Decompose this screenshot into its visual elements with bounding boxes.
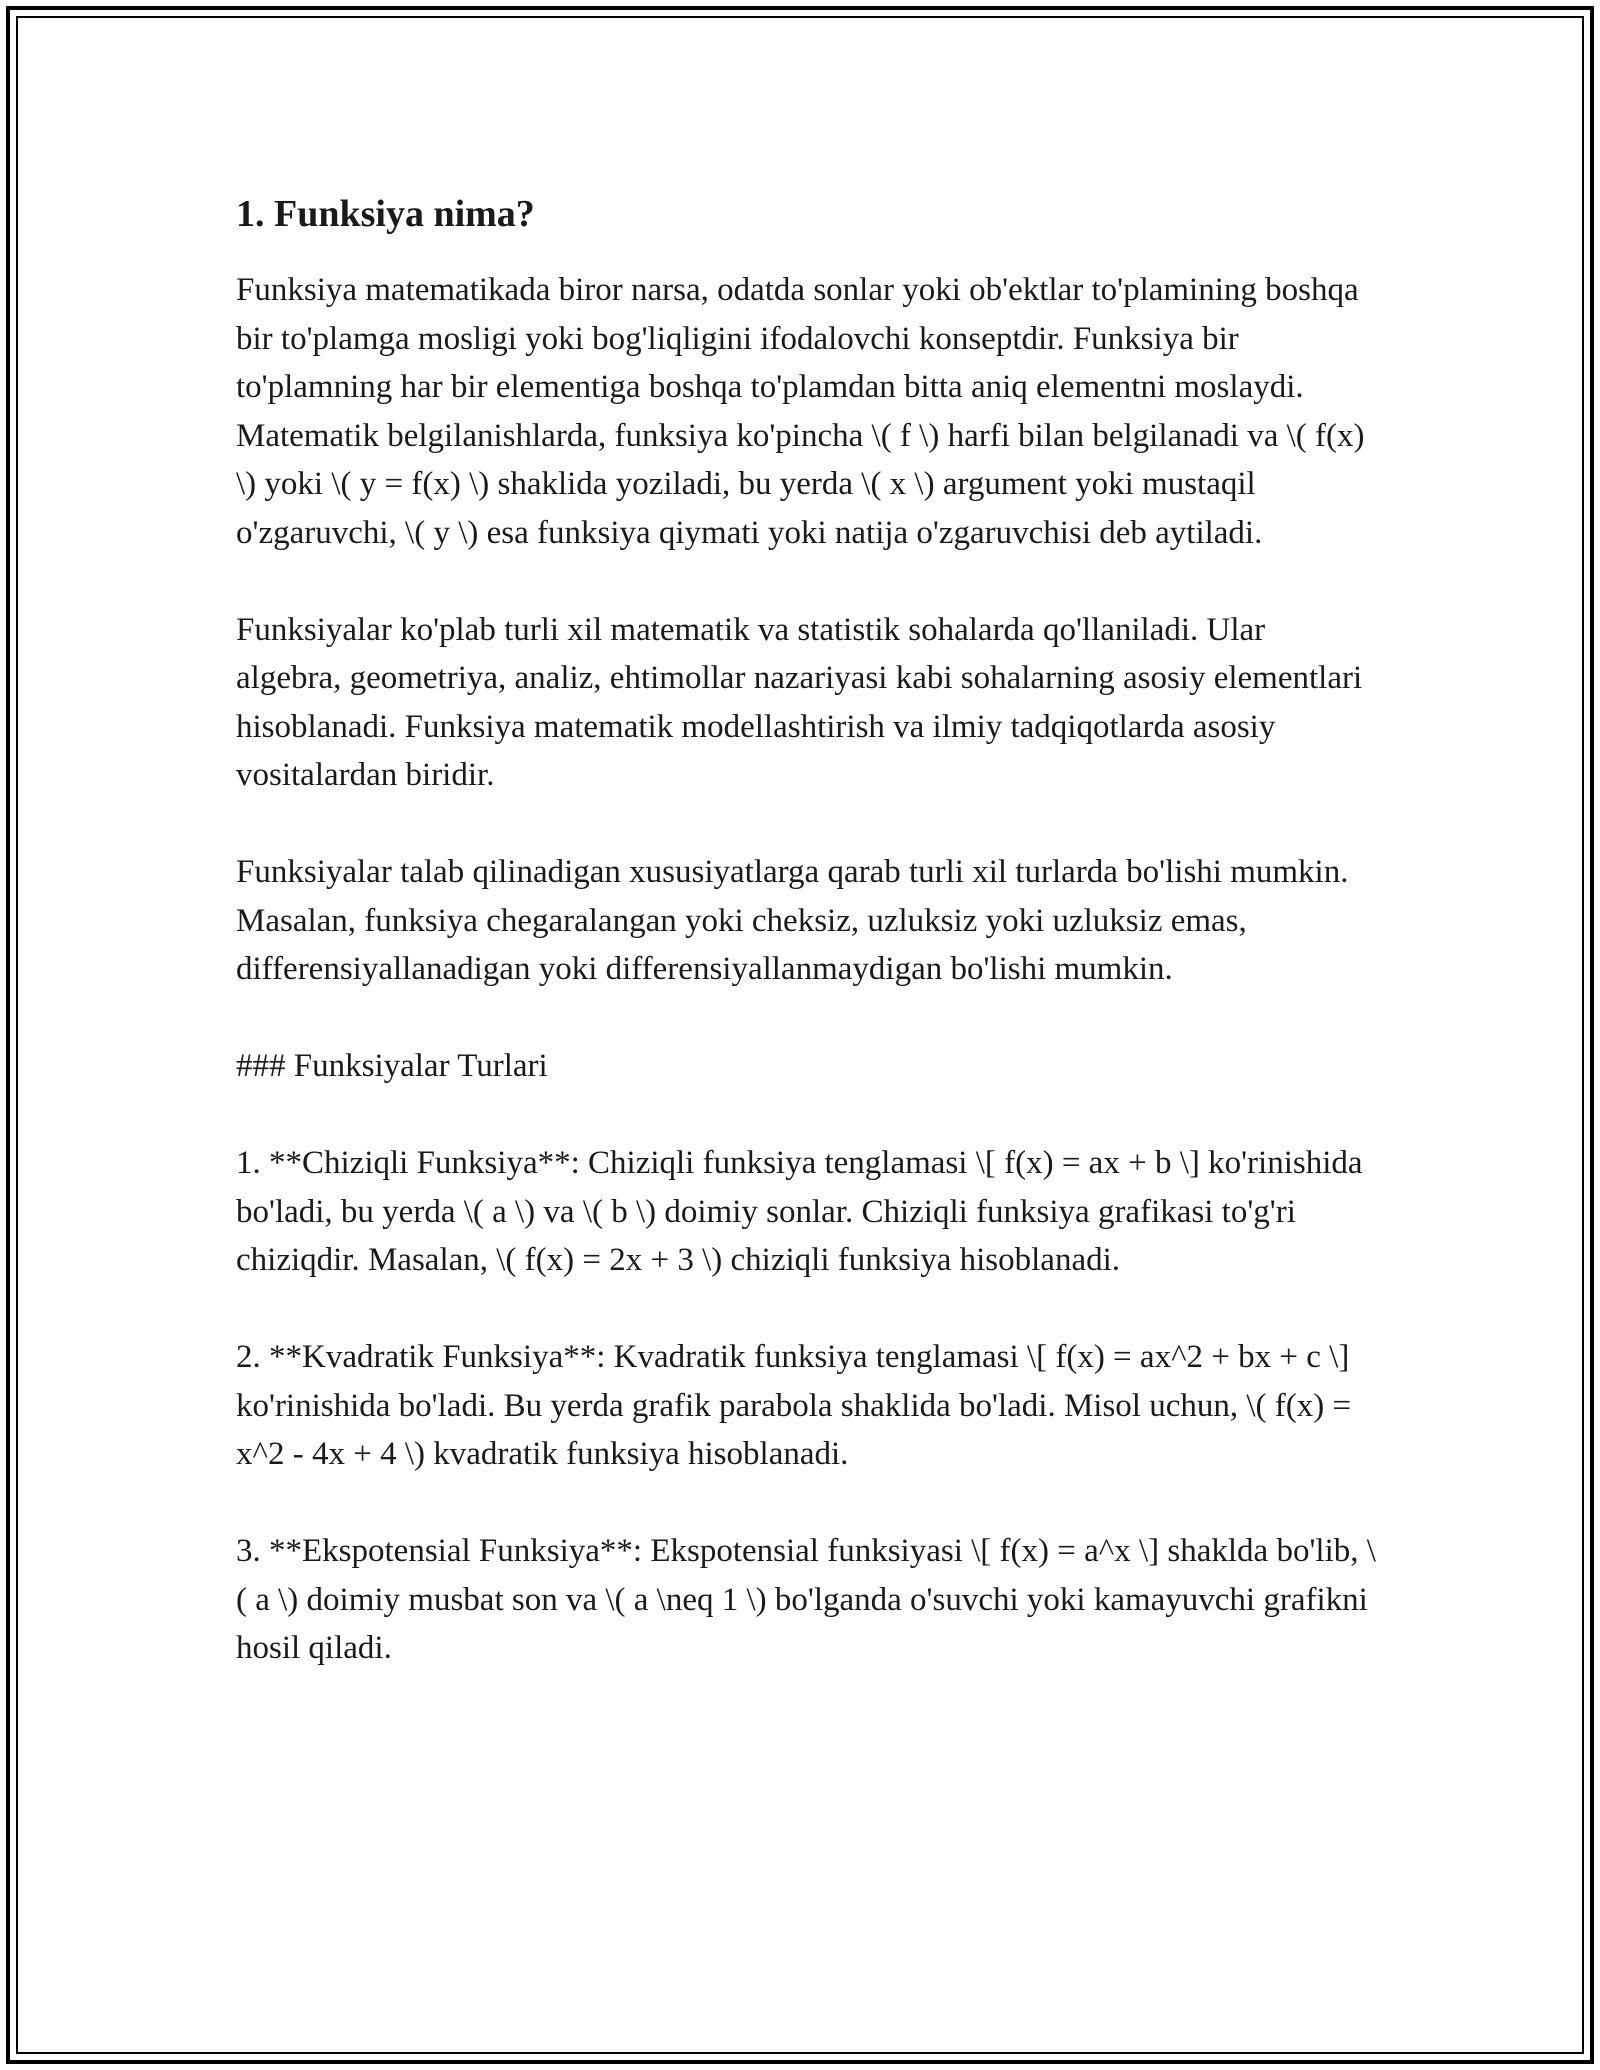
list-item-quadratic: 2. **Kvadratik Funksiya**: Kvadratik funksiya tenglamasi \[ f(x) = ax^2 + bx + c \] ko'rinishida bo'ladi. Bu yerda grafik parabola shaklida bo'ladi. Misol uchun, \( f(x) = x^2 - 4x + 4 \) kvadratik funksiya hisoblanadi. xyxy=(236,1339,1352,1472)
document-body xyxy=(236,186,1376,1721)
list-item-linear: 1. **Chiziqli Funksiya**: Chiziqli funksiya tenglamasi \[ f(x) = ax + b \] ko'rinishida bo'ladi, bu yerda \( a \) va \( b \) doimiy sonlar. Chiziqli funksiya grafikasi to'g'ri chiziqdir. Masalan, \( f(x) = 2x + 3 \) chiziqli funksiya hisoblanadi. xyxy=(236,1145,1363,1278)
page-title: 1. Funksiya nima? xyxy=(236,193,535,235)
paragraph-definition: Funksiya matematikada biror narsa, odatda sonlar yoki ob'ektlar to'plamining boshqa bir to'plamga mosligi yoki bog'liqligini ifodalovchi konseptdir. Funksiya bir to'plamning har bir elementiga boshqa to'plamdan bitta aniq elementni moslaydi. Matematik belgilanishlarda, funksiya ko'pincha \( f \) harfi bilan belgilanadi va \( f(x) \) yoki \( y = f(x) \) shaklida yoziladi, bu yerda \( x \) argument yoki mustaqil o'zgaruvchi, \( y \) esa funksiya qiymati yoki natija o'zgaruvchisi deb aytiladi. xyxy=(236,272,1365,551)
list-item-exponential: 3. **Ekspotensial Funksiya**: Ekspotensial funksiyasi \[ f(x) = a^x \] shaklda bo'lib, \( a \) doimiy musbat son va \( a \neq 1 \) bo'lganda o'suvchi yoki kamayuvchi grafikni hosil qiladi. xyxy=(236,1533,1376,1666)
section-heading-types: ### Funksiyalar Turlari xyxy=(236,1048,548,1084)
paragraph-properties: Funksiyalar talab qilinadigan xususiyatlarga qarab turli xil turlarda bo'lishi mumkin. Masalan, funksiya chegaralangan yoki cheksiz, uzluksiz yoki uzluksiz emas, differensiyallanadigan yoki differensiyallanmaydigan bo'lishi mumkin. xyxy=(236,854,1349,987)
paragraph-applications: Funksiyalar ko'plab turli xil matematik va statistik sohalarda qo'llaniladi. Ular algebra, geometriya, analiz, ehtimollar nazariyasi kabi sohalarning asosiy elementlari hisoblanadi. Funksiya matematik modellashtirish va ilmiy tadqiqotlarda asosiy vositalardan biridir. xyxy=(236,611,1363,793)
